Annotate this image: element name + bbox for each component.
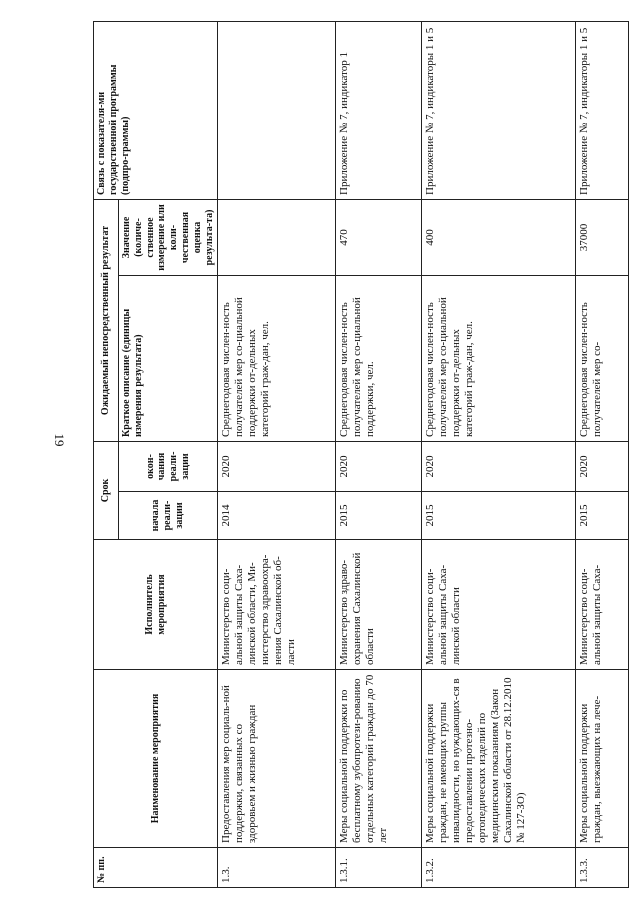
page-number: 19 (52, 433, 67, 447)
header-result: Ожидаемый непосредственный результат (94, 199, 119, 441)
cell-executor: Министерство соци-альной защиты Саха-линской области, Ми-нистерство здравоохра-нения Сахалинской об-ласти (218, 540, 336, 670)
cell-num: 1.3.3. (576, 848, 629, 888)
rotated-page (93, 22, 614, 888)
header-term-end: окон-чания реали-зации (119, 441, 218, 491)
header-term-start: начала реали-зации (119, 492, 218, 540)
cell-start: 2015 (576, 492, 629, 540)
cell-name: Предоставления мер социаль-ной поддержки, связанных со здоровьем и жизнью граждан (218, 670, 336, 848)
cell-end: 2020 (422, 441, 576, 491)
cell-executor: Министерство соци-альной защиты Саха-линской области (422, 540, 576, 670)
cell-value: 470 (336, 199, 422, 275)
cell-end: 2020 (336, 441, 422, 491)
cell-start: 2014 (218, 492, 336, 540)
cell-link (218, 21, 336, 199)
cell-link: Приложение № 7, индикаторы 1 и 5 (576, 21, 629, 199)
table-row (422, 21, 576, 887)
cell-desc: Среднегодовая числен-ность получателей мер со-циальной поддержки, чел. (336, 275, 422, 441)
cell-start: 2015 (336, 492, 422, 540)
header-link: Связь с показателя-ми государственной программы (подпро-граммы) (94, 21, 218, 199)
header-result-desc: Краткое описание (единицы измерения результата) (119, 275, 218, 441)
header-num: № пп. (94, 848, 218, 888)
cell-desc: Среднегодовая числен-ность получателей мер со-циальной поддержки от-дельных категорий граж-дан, чел. (422, 275, 576, 441)
cell-value (218, 199, 336, 275)
cell-executor: Министерство здраво-охранения Сахалинской области (336, 540, 422, 670)
cell-link: Приложение № 7, индикатор 1 (336, 21, 422, 199)
header-executor: Исполнитель мероприятия (94, 540, 218, 670)
header-name: Наименование мероприятия (94, 670, 218, 848)
measures-table (93, 21, 629, 888)
cell-end: 2020 (218, 441, 336, 491)
cell-num: 1.3.2. (422, 848, 576, 888)
header-term: Срок (94, 441, 119, 539)
cell-value: 37000 (576, 199, 629, 275)
cell-value: 400 (422, 199, 576, 275)
cell-start: 2015 (422, 492, 576, 540)
cell-num: 1.3.1. (336, 848, 422, 888)
table-row (336, 21, 422, 887)
cell-executor: Министерство соци-альной защиты Саха- (576, 540, 629, 670)
table-row (218, 21, 336, 887)
cell-name: Меры социальной поддержки граждан, не имеющих группы инвалидности, но нуждающих-ся в предоставлении протезно-ортопедических изделий по медицинским показаниям (Закон Сахалинской области от 28.12.2010 № 127-ЗО) (422, 670, 576, 848)
header-result-value: Значение (количе-ственное измерение или коли-чественная оценка результа-та) (119, 199, 218, 275)
cell-desc: Среднегодовая числен-ность получателей мер со- (576, 275, 629, 441)
cell-link: Приложение № 7, индикаторы 1 и 5 (422, 21, 576, 199)
cell-desc: Среднегодовая числен-ность получателей мер со-циальной поддержки от-дельных категорий граж-дан, чел. (218, 275, 336, 441)
table-row (576, 21, 629, 887)
cell-num: 1.3. (218, 848, 336, 888)
cell-end: 2020 (576, 441, 629, 491)
cell-name: Меры социальной поддержки по бесплатному зубопротези-рованию отдельных категорий граждан до 70 лет (336, 670, 422, 848)
cell-name: Меры социальной поддержки граждан, выезжающих на лече- (576, 670, 629, 848)
